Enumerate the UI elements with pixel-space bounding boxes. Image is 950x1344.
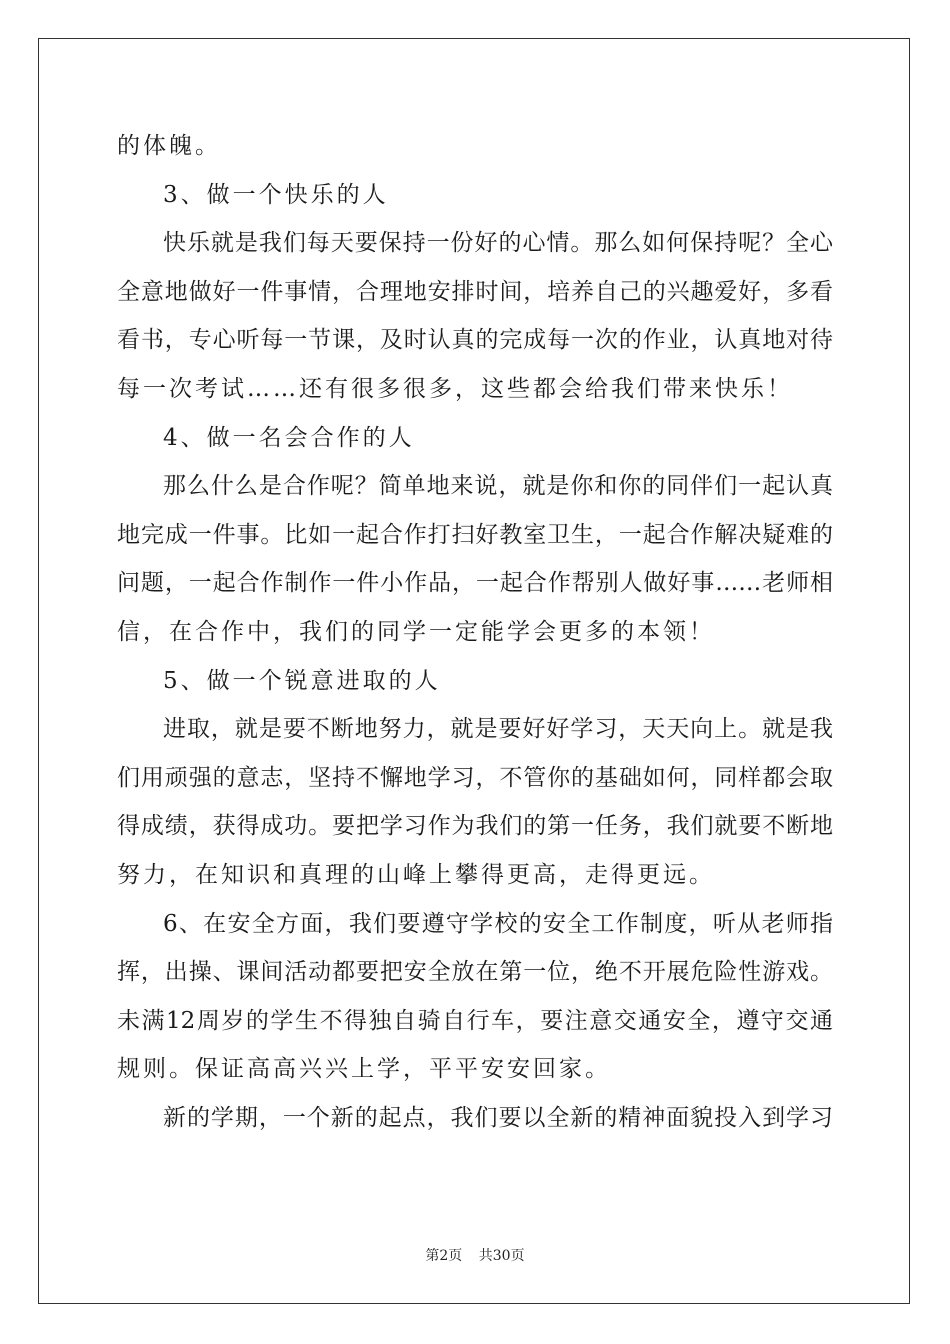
- text-line: 6、在安全方面，我们要遵守学校的安全工作制度，听从老师指: [163, 910, 833, 937]
- text-line: 快乐就是我们每天要保持一份好的心情。那么如何保持呢？全心: [163, 230, 833, 257]
- text-line: 问题，一起合作制作一件小作品，一起合作帮别人做好事……老师相: [117, 570, 833, 597]
- text-line: 看书，专心听每一节课，及时认真的完成每一次的作业，认真地对待: [117, 327, 833, 354]
- text-line: 得成绩，获得成功。要把学习作为我们的第一任务，我们就要不断地: [117, 813, 833, 840]
- page-number: 第2页: [425, 1248, 463, 1264]
- text-line: 那么什么是合作呢？简单地来说，就是你和你的同伴们一起认真: [163, 473, 833, 500]
- text-line: 们用顽强的意志，坚持不懈地学习，不管你的基础如何，同样都会取: [117, 764, 833, 791]
- text-line: 全意地做好一件事情，合理地安排时间，培养自己的兴趣爱好，多看: [117, 278, 833, 305]
- text-line: 每一次考试……还有很多很多，这些都会给我们带来快乐！: [117, 375, 793, 402]
- text-line: 未满12周岁的学生不得独自骑自行车，要注意交通安全，遵守交通: [117, 1007, 833, 1034]
- text-line: 5、做一个锐意进取的人: [163, 667, 441, 694]
- text-line: 规则。保证高高兴兴上学，平平安安回家。: [117, 1056, 611, 1083]
- text-line: 的体魄。: [117, 133, 221, 159]
- text-line: 努力，在知识和真理的山峰上攀得更高，走得更远。: [117, 861, 715, 888]
- text-line: 信，在合作中，我们的同学一定能学会更多的本领！: [117, 618, 715, 645]
- text-line: 新的学期，一个新的起点，我们要以全新的精神面貌投入到学习: [163, 1104, 833, 1131]
- text-line: 进取，就是要不断地努力，就是要好好学习，天天向上。就是我: [163, 716, 833, 743]
- text-line: 4、做一名会合作的人: [163, 424, 415, 451]
- page-total: 共30页: [478, 1248, 525, 1264]
- text-line: 地完成一件事。比如一起合作打扫好教室卫生，一起合作解决疑难的: [117, 521, 833, 548]
- text-line: 3、做一个快乐的人: [163, 181, 389, 208]
- page-footer: [0, 1245, 950, 1265]
- document-body: [117, 122, 833, 1142]
- text-line: 挥，出操、课间活动都要把安全放在第一位，绝不开展危险性游戏。: [117, 959, 833, 986]
